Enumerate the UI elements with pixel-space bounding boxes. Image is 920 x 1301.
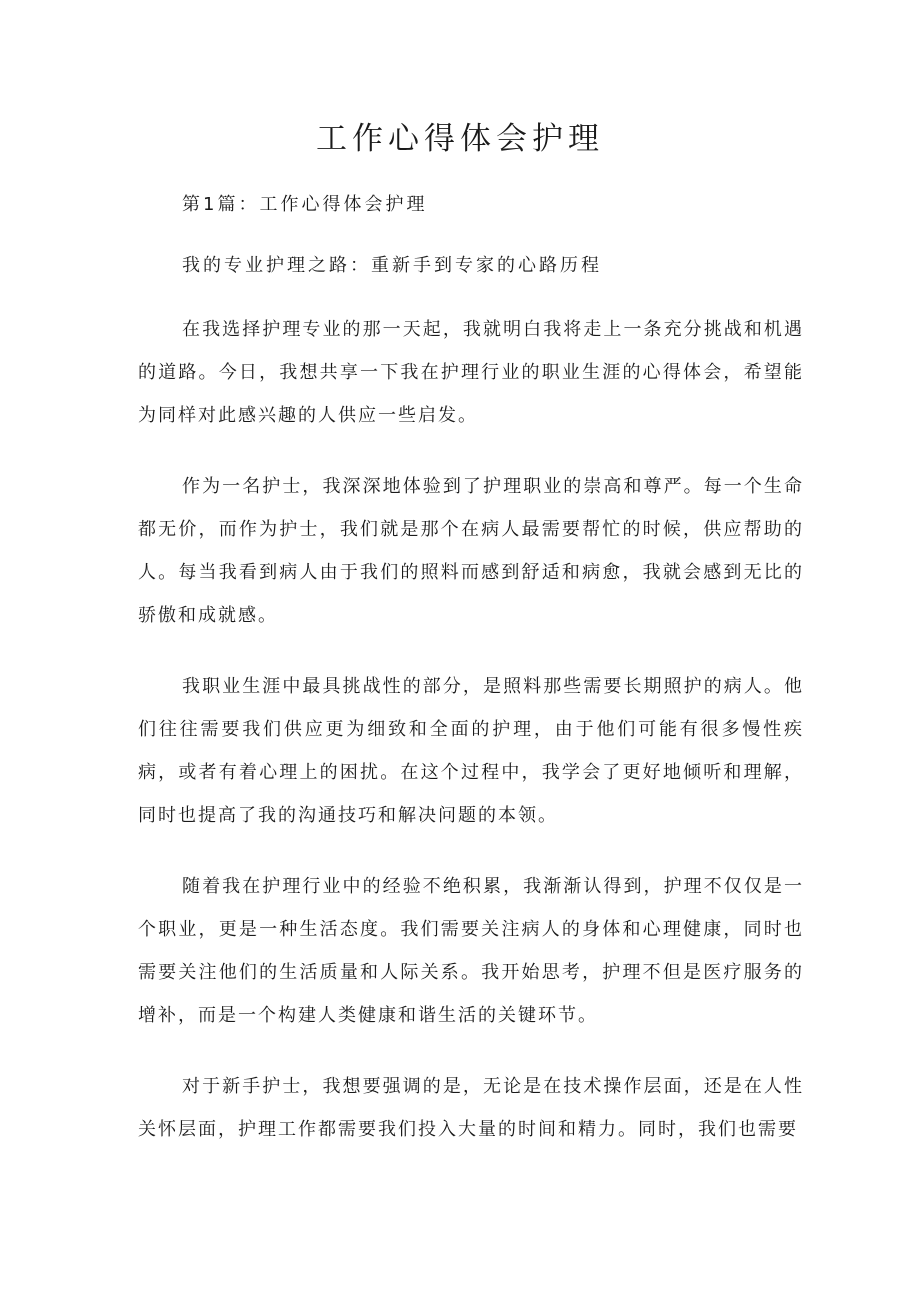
document-title: 工作心得体会护理	[316, 121, 604, 157]
article-body	[138, 308, 804, 1179]
paragraph: 我职业生涯中最具挑战性的部分，是照料那些需要长期照护的病人。他们往往需要我们供应更为细致和全面的护理，由于他们可能有很多慢性疾病，或者有着心理上的困扰。在这个过程中，我学会了更好地倾听和理解，同时也提高了我的沟通技巧和解决问题的本领。	[138, 676, 804, 826]
paragraph: 随着我在护理行业中的经验不绝积累，我渐渐认得到，护理不仅仅是一个职业，更是一种生活态度。我们需要关注病人的身体和心理健康，同时也需要关注他们的生活质量和人际关系。我开始思考，护理不但是医疗服务的增补，而是一个构建人类健康和谐生活的关键环节。	[138, 876, 804, 1026]
article-subtitle: 我的专业护理之路：重新手到专家的心路历程	[182, 255, 602, 276]
paragraph: 在我选择护理专业的那一天起，我就明白我将走上一条充分挑战和机遇的道路。今日，我想共享一下我在护理行业的职业生涯的心得体会，希望能为同样对此感兴趣的人供应一些启发。	[138, 319, 804, 426]
paragraph: 对于新手护士，我想要强调的是，无论是在技术操作层面，还是在人性关怀层面，护理工作都需要我们投入大量的时间和精力。同时，我们也需要	[138, 1076, 804, 1140]
paragraph: 作为一名护士，我深深地体验到了护理职业的崇高和尊严。每一个生命都无价，而作为护士，我们就是那个在病人最需要帮忙的时候，供应帮助的人。每当我看到病人由于我们的照料而感到舒适和病愈，我就会感到无比的骄傲和成就感。	[138, 476, 804, 626]
section-heading: 第1篇：工作心得体会护理	[182, 194, 428, 215]
